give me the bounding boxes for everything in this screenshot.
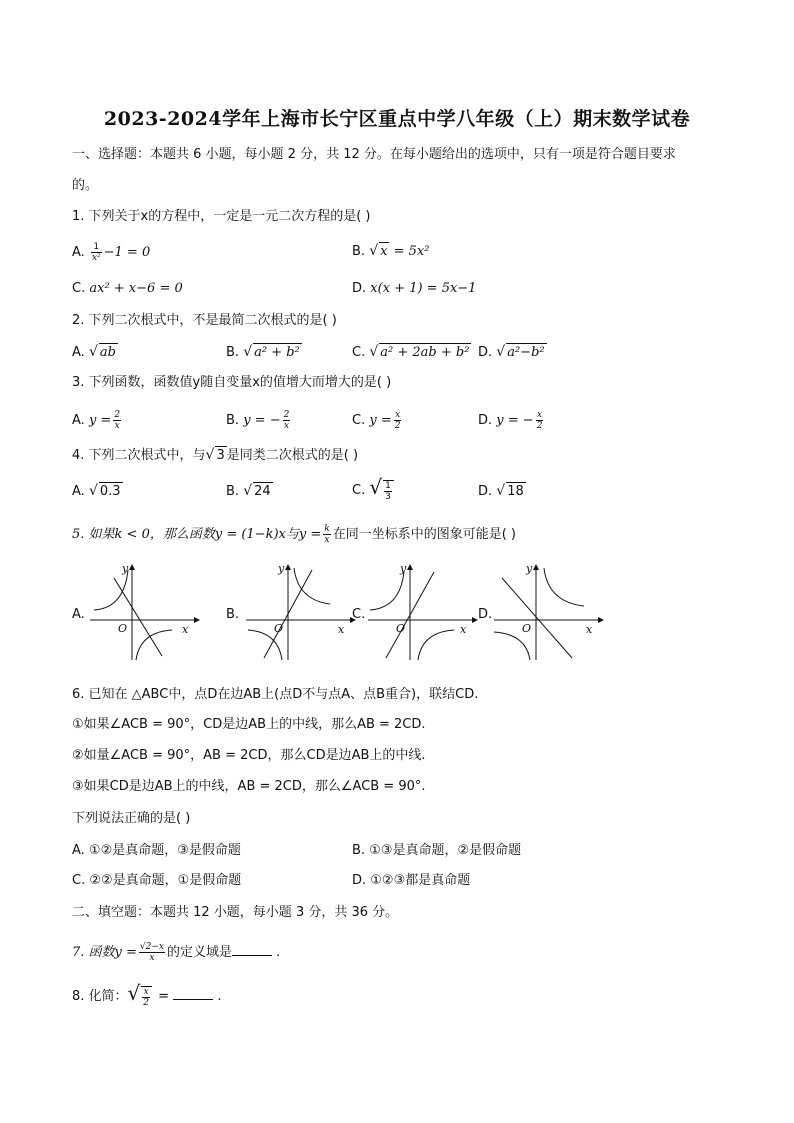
q6-statement-1: ①如果∠ACB = 90°，CD是边AB上的中线，那么AB = 2CD.: [72, 717, 426, 732]
q6-option-d: D. ①②③都是真命题: [352, 873, 471, 888]
q6-statement-2: ②如量∠ACB = 90°，AB = 2CD，那么CD是边AB上的中线.: [72, 748, 426, 763]
option-text: y = −: [243, 413, 281, 428]
q6-ask: 下列说法正确的是( ): [72, 811, 191, 826]
q5-graph-c-label: C.: [352, 607, 366, 622]
option-label: B.: [352, 244, 366, 259]
option-text: −1 = 0: [103, 245, 151, 260]
section1-heading-cont: 的。: [72, 178, 99, 193]
fraction: $\frac{2}{x}$: [283, 410, 290, 431]
q6-option-c: C. ②②是真命题，①是假命题: [72, 873, 242, 888]
svg-text:x: x: [338, 623, 345, 636]
q1-option-c: [72, 280, 183, 298]
q3-option-d: [478, 410, 545, 431]
q4-stem: 4. 下列二次根式中，与√ 3 是同类二次根式的是( ): [72, 447, 359, 463]
radicand: 18: [507, 484, 524, 499]
option-label: D.: [352, 281, 367, 296]
option-text: ax² + x−6 = 0: [89, 281, 183, 296]
option-label: B.: [226, 484, 240, 499]
fraction: $\frac{x}{2}$: [394, 410, 401, 431]
radicand: a²−b²: [507, 345, 545, 360]
q3-option-b: [226, 410, 292, 431]
stem-text: .: [272, 945, 281, 960]
stem-text: =: [154, 989, 170, 1004]
q1-stem: 1. 下列关于x的方程中，一定是一元二次方程的是( ): [72, 209, 371, 224]
svg-text:y: y: [400, 562, 407, 575]
radicand: 0.3: [99, 484, 121, 499]
stem-text: 是同类二次根式的是( ): [226, 448, 359, 463]
radicand: 3: [216, 448, 225, 463]
option-label: C.: [352, 413, 366, 428]
answer-blank: [232, 943, 272, 956]
fraction: $\frac{1}{\text{x²}}$: [91, 242, 101, 263]
q3-option-c: [352, 410, 403, 431]
option-label: D.: [478, 484, 493, 499]
q8: 8. 化简：√ $\frac{x}{2}$ = .: [72, 981, 222, 1008]
stem-text: 5. 如果k < 0，那么函数y = (1−k)x与y =: [72, 527, 322, 542]
radicand: a² + b²: [254, 345, 300, 360]
q4-option-b: B. √ 24: [226, 483, 271, 499]
q4-option-a: A. √ 0.3: [72, 483, 121, 499]
q2-option-a: A. √ ab: [72, 344, 116, 360]
stem-text: 在同一坐标系中的图象可能是( ): [332, 527, 516, 542]
option-label: B.: [226, 345, 240, 360]
q2-option-d: D. √ a²−b²: [478, 344, 545, 360]
svg-text:y: y: [122, 562, 129, 575]
q4-option-d: D. √ 18: [478, 483, 524, 499]
q6-stem: 6. 已知在 △ABC中，点D在边AB上(点D不与点A、点B重合)，联结CD.: [72, 687, 479, 702]
svg-text:x: x: [586, 623, 593, 636]
option-label: D.: [478, 345, 493, 360]
stem-text: 7. 函数y =: [72, 945, 137, 960]
stem-text: 的定义域是: [166, 945, 232, 960]
fraction: $\frac{2}{x}$: [114, 410, 121, 431]
option-label: D.: [478, 413, 493, 428]
q1-option-b: B. √ x = 5x²: [352, 243, 430, 259]
q5-graph-b: [240, 560, 360, 664]
q5-graph-b-label: B.: [226, 607, 240, 622]
stem-text: 4. 下列二次根式中，与: [72, 448, 206, 463]
q6-option-a: A. ①②是真命题，③是假命题: [72, 843, 241, 858]
option-label: C.: [352, 483, 366, 498]
q5-graph-d-label: D.: [478, 607, 493, 622]
option-label: C.: [72, 281, 86, 296]
fraction: $\frac{√2-x}{x}$: [139, 942, 164, 963]
radicand: 24: [254, 484, 271, 499]
section1-heading: 一、选择题：本题共 6 小题，每小题 2 分，共 12 分。在每小题给出的选项中，只有一项是符合题目要求: [72, 147, 676, 162]
q5-graph-a-label: A.: [72, 607, 85, 622]
option-label: A.: [72, 245, 85, 260]
page-title: 2023-2024学年上海市长宁区重点中学八年级（上）期末数学试卷: [103, 108, 691, 130]
q1-option-d: [352, 280, 476, 298]
q2-option-b: B. √ a² + b²: [226, 344, 300, 360]
fraction: $\frac{k}{x}$: [324, 524, 330, 545]
stem-text: 8. 化简：: [72, 989, 128, 1004]
option-text: x(x + 1) = 5x−1: [370, 281, 477, 296]
q2-stem: 2. 下列二次根式中，不是最简二次根式的是( ): [72, 313, 337, 328]
q3-option-a: [72, 410, 123, 431]
option-text: y = −: [496, 413, 534, 428]
q5-graph-c: [362, 560, 482, 664]
option-label: A.: [72, 345, 85, 360]
svg-text:O: O: [396, 622, 406, 635]
q1-option-a: [72, 242, 150, 263]
radicand: a² + 2ab + b²: [380, 345, 470, 360]
q6-option-b: B. ①③是真命题，②是假命题: [352, 843, 522, 858]
q5-graph-a: [84, 560, 204, 664]
fraction: $\frac{1}{3}$: [383, 480, 394, 502]
section2-heading: 二、填空题：本题共 12 小题，每小题 3 分，共 36 分。: [72, 905, 399, 920]
svg-text:O: O: [522, 622, 532, 635]
svg-text:x: x: [460, 623, 467, 636]
q3-stem: 3. 下列函数，函数值y随自变量x的值增大而增大的是( ): [72, 375, 392, 390]
svg-text:O: O: [274, 622, 284, 635]
svg-text:y: y: [526, 562, 533, 575]
stem-text: .: [213, 989, 222, 1004]
q5-graph-d: [488, 560, 608, 664]
fraction: $\frac{x}{2}$: [141, 986, 152, 1008]
option-label: A.: [72, 413, 85, 428]
q4-option-c: C. √ $\frac{1}{3}$: [352, 478, 396, 502]
radicand: ab: [99, 345, 116, 360]
option-text: = 5x²: [389, 244, 430, 259]
option-label: C.: [352, 345, 366, 360]
answer-blank: [173, 987, 213, 1000]
q5-stem: [72, 524, 516, 545]
svg-text:x: x: [182, 623, 189, 636]
svg-text:O: O: [118, 622, 128, 635]
option-label: B.: [226, 413, 240, 428]
option-text: y =: [88, 413, 112, 428]
q2-option-c: C. √ a² + 2ab + b²: [352, 344, 470, 360]
fraction: $\frac{x}{2}$: [536, 410, 543, 431]
q7: [72, 942, 280, 963]
option-label: A.: [72, 484, 85, 499]
svg-text:y: y: [278, 562, 285, 575]
option-text: y =: [369, 413, 392, 428]
q6-statement-3: ③如果CD是边AB上的中线，AB = 2CD，那么∠ACB = 90°.: [72, 779, 426, 794]
